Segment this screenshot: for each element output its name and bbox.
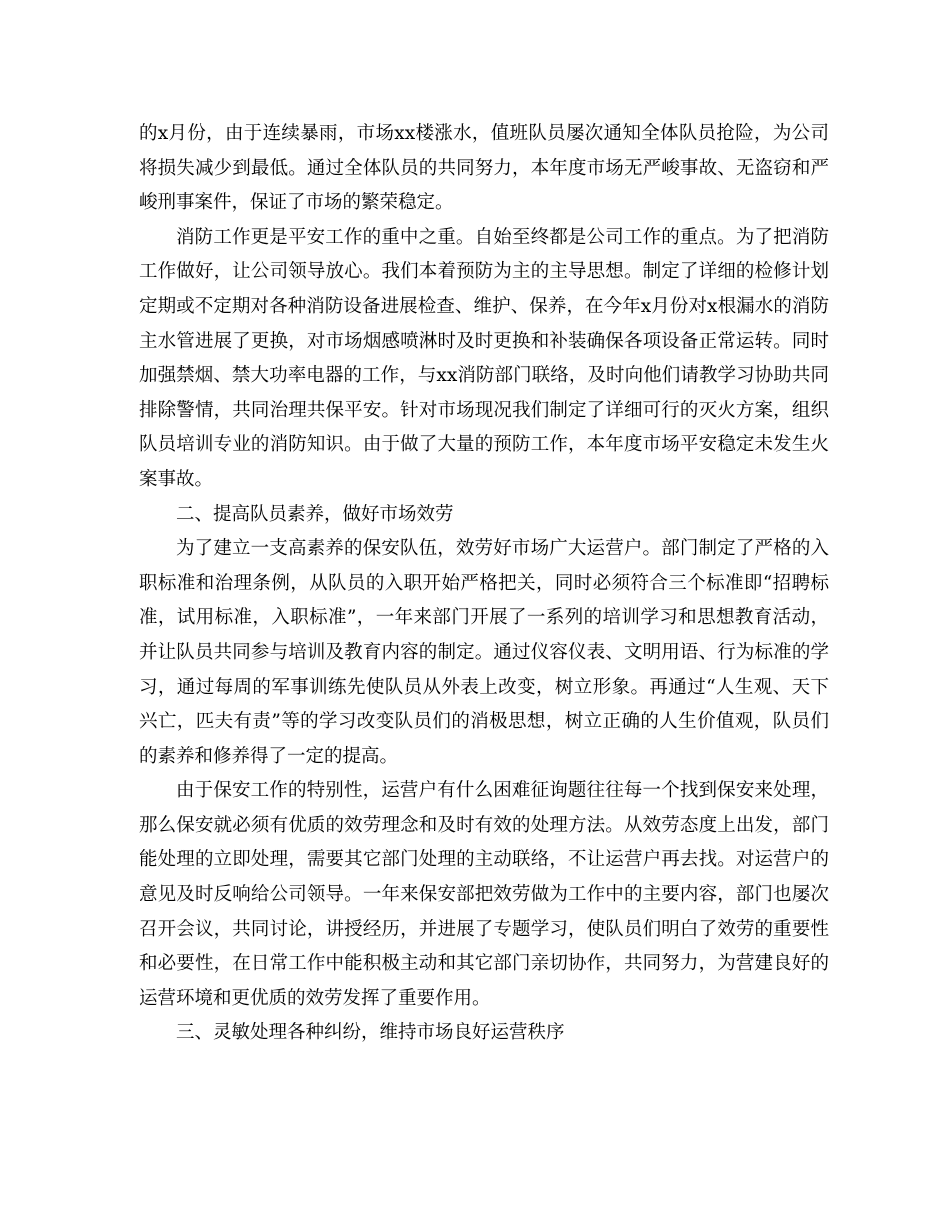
- section-heading-2: 二、提高队员素养，做好市场效劳: [176, 503, 454, 525]
- document-body: [139, 117, 829, 1051]
- section-heading-3: 三、灵敏处理各种纠纷，维持市场良好运营秩序: [176, 1022, 565, 1044]
- paragraph-fire-safety: 消防工作更是平安工作的重中之重。自始至终都是公司工作的重点。为了把消防工作做好，让公司领导放心。我们本着预防为主的主导思想。制定了详细的检修计划定期或不定期对各种消防设备进展检查、维护、保养，在今年x月份对x根漏水的消防主水管进展了更换，对市场烟感喷淋时及时更换和补装确保各项设备正常运转。同时加强禁烟、禁大功率电器的工作，与xx消防部门联络，及时向他们请教学习协助共同排除警情，共同治理共保平安。针对市场现况我们制定了详细可行的灭火方案，组织队员培训专业的消防知识。由于做了大量的预防工作，本年度市场平安稳定未发生火案事故。: [139, 226, 829, 490]
- paragraph-continuation: 的x月份，由于连续暴雨，市场xx楼涨水，值班队员屡次通知全体队员抢险，为公司将损失减少到最低。通过全体队员的共同努力，本年度市场无严峻事故、无盗窃和严峻刑事案件，保证了市场的繁荣稳定。: [139, 123, 829, 214]
- paragraph-team-quality: 为了建立一支高素养的保安队伍，效劳好市场广大运营户。部门制定了严格的入职标准和治理条例，从队员的入职开始严格把关，同时必须符合三个标准即“招聘标准，试用标准，入职标准”，一年来部门开展了一系列的培训学习和思想教育活动，并让队员共同参与培训及教育内容的制定。通过仪容仪表、文明用语、行为标准的学习，通过每周的军事训练先使队员从外表上改变，树立形象。再通过“人生观、天下兴亡，匹夫有责”等的学习改变队员们的消极思想，树立正确的人生价值观，队员们的素养和修养得了一定的提高。: [139, 538, 829, 767]
- paragraph-service: 由于保安工作的特别性，运营户有什么困难征询题往往每一个找到保安来处理，那么保安就必须有优质的效劳理念和及时有效的处理方法。从效劳态度上出发，部门能处理的立即处理，需要其它部门处理的主动联络，不让运营户再去找。对运营户的意见及时反响给公司领导。一年来保安部把效劳做为工作中的主要内容，部门也屡次召开会议，共同讨论，讲授经历，并进展了专题学习，使队员们明白了效劳的重要性和必要性，在日常工作中能积极主动和其它部门亲切协作，共同努力，为营建良好的运营环境和更优质的效劳发挥了重要作用。: [139, 780, 829, 1009]
